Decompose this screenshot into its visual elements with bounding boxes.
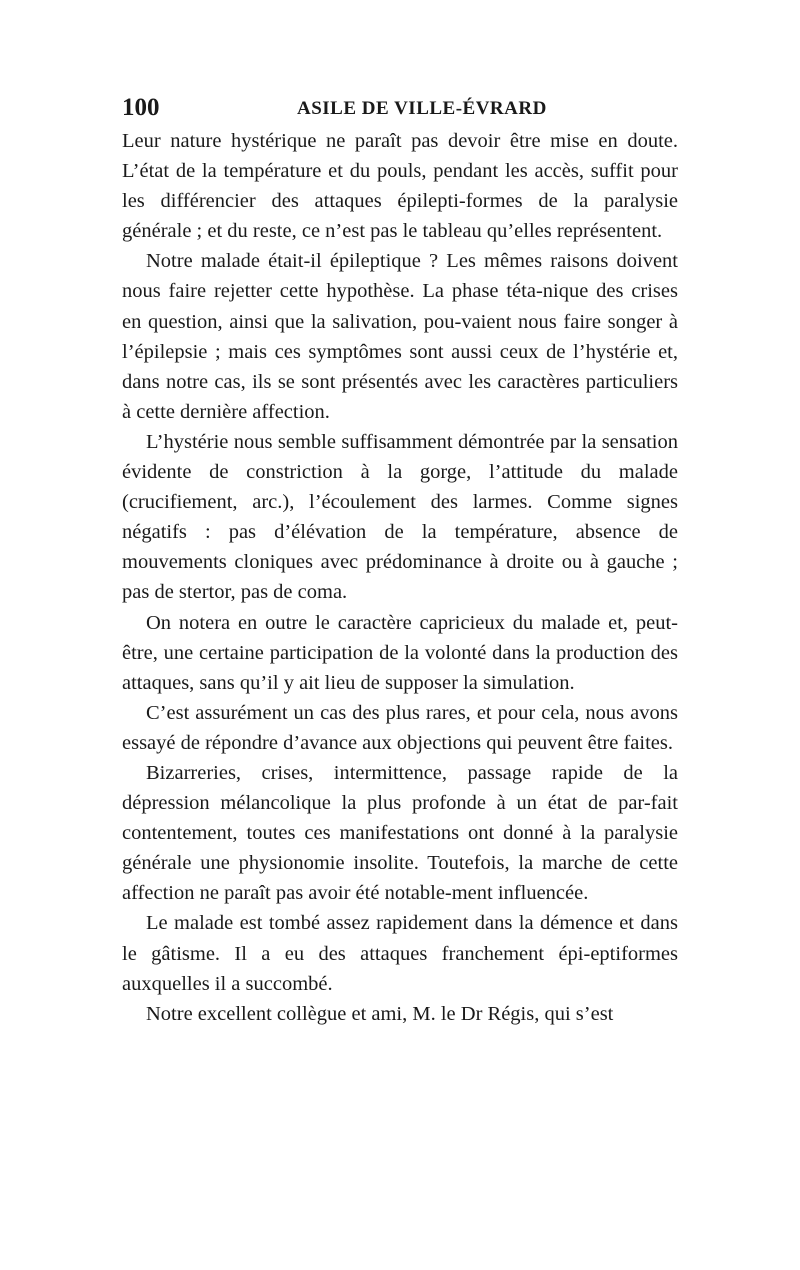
- paragraph: On notera en outre le caractère capricieux du malade et, peut-être, une certaine participation de la volonté dans la production des attaques, sans qu’il y ait lieu de supposer la simulation.: [122, 611, 678, 694]
- running-title: ASILE DE VILLE-ÉVRARD: [297, 98, 547, 119]
- paragraph: Leur nature hystérique ne paraît pas devoir être mise en doute. L’état de la température et du pouls, pendant les accès, suffit pour les différencier des attaques épilepti-formes de la paralysie générale ; et du reste, ce n’est pas le tableau qu’elles représentent.: [122, 130, 678, 243]
- paragraph: Bizarreries, crises, intermittence, passage rapide de la dépression mélancolique la plus profonde à un état de par-fait contentement, toutes ces manifestations ont donné à la paralysie générale une physionomie insolite. Toutefois, la marche de cette affection ne paraît pas avoir été notable-ment influencée.: [122, 761, 678, 905]
- paragraph: L’hystérie nous semble suffisamment démontrée par la sensation évidente de constriction à la gorge, l’attitude du malade (crucifiement, arc.), l’écoulement des larmes. Comme signes négatifs : pas d’élévation de la température, absence de mouvements cloniques avec prédominance à droite ou à gauche ; pas de stertor, pas de coma.: [122, 430, 678, 604]
- body-text: [122, 126, 678, 1029]
- paragraph: Notre excellent collègue et ami, M. le Dr Régis, qui s’est: [146, 1002, 614, 1025]
- page-header: [122, 94, 678, 124]
- paragraph: C’est assurément un cas des plus rares, et pour cela, nous avons essayé de répondre d’avance aux objections qui peuvent être faites.: [122, 701, 678, 754]
- paragraph: Notre malade était-il épileptique ? Les mêmes raisons doivent nous faire rejetter cette hypothèse. La phase téta-nique des crises en question, ainsi que la salivation, pou-vaient nous faire songer à l’épilepsie ; mais ces symptômes sont aussi ceux de l’hystérie et, dans notre cas, ils se sont présentés avec les caractères particuliers à cette dernière affection.: [122, 250, 678, 423]
- paragraph: Le malade est tombé assez rapidement dans la démence et dans le gâtisme. Il a eu des attaques franchement épi-eptiformes auxquelles il a succombé.: [122, 912, 678, 995]
- page-number: 100: [122, 94, 160, 121]
